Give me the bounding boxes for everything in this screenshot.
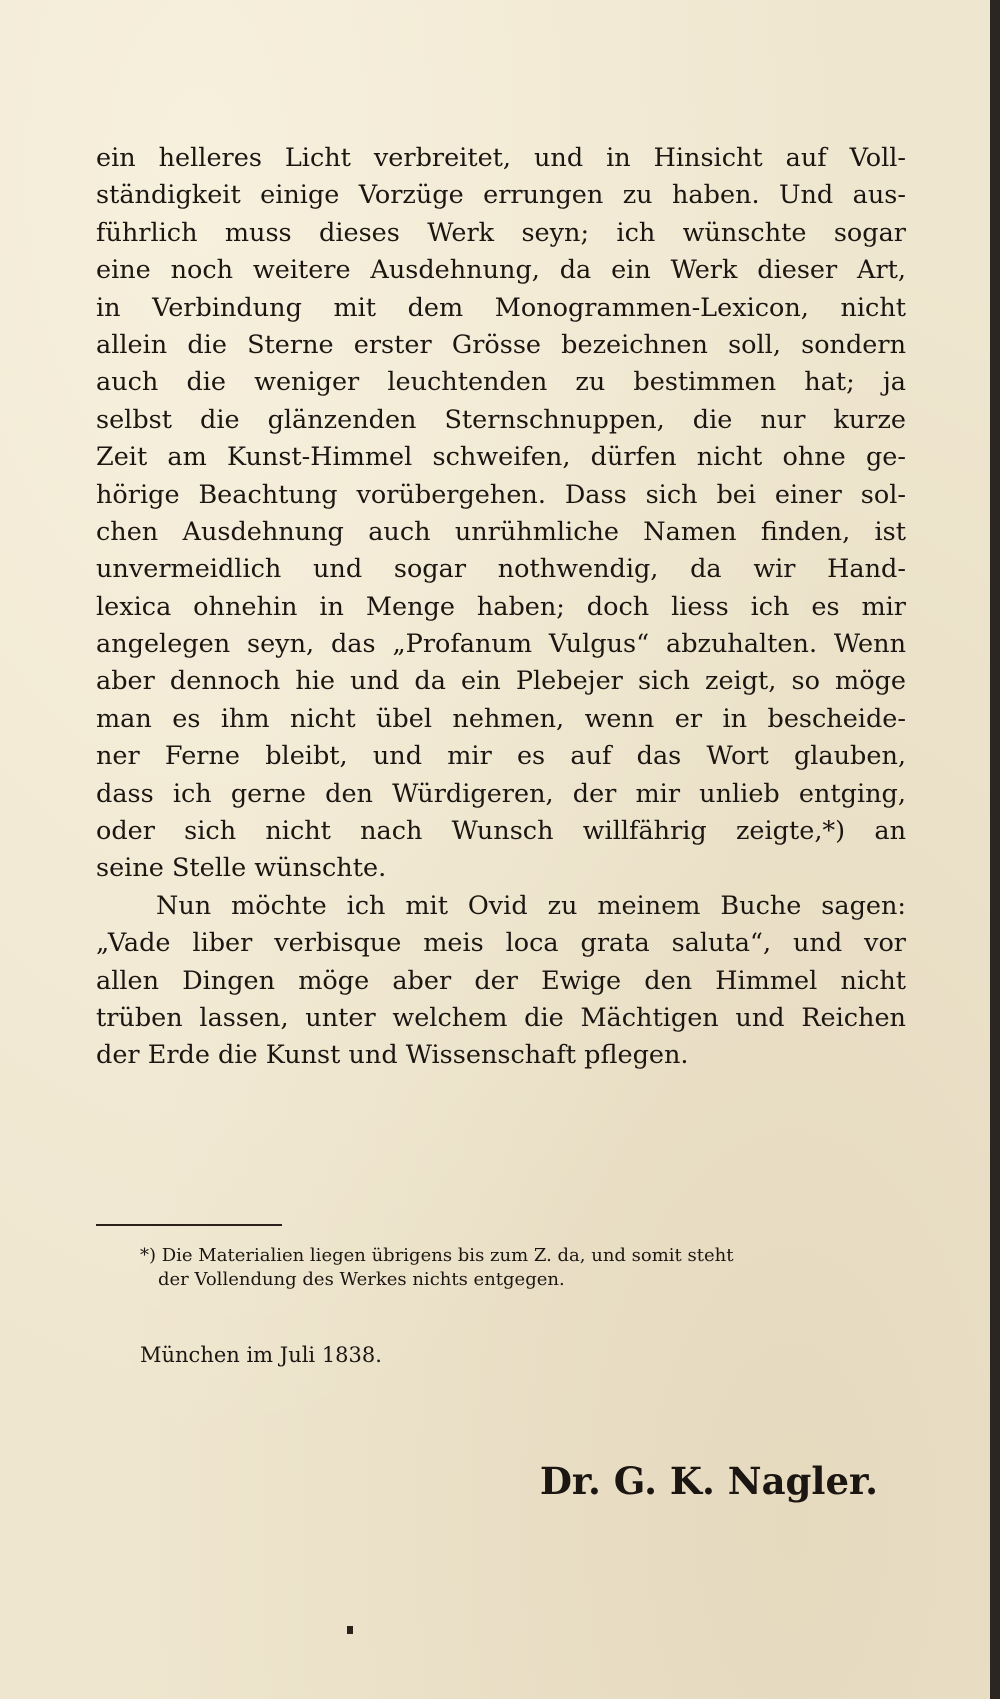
text-line: Nun möchte ich mit Ovid zu meinem Buche sagen: — [156, 890, 906, 921]
text-line: man es ihm nicht übel nehmen, wenn er in bescheide- — [96, 703, 906, 734]
text-line: oder sich nicht nach Wunsch willfährig zeigte,*) an — [96, 816, 906, 847]
text-line: lexica ohnehin in Menge haben; doch liess ich es mir — [96, 591, 906, 622]
text-line: angelegen seyn, das „Profanum Vulgus“ abzuhalten. Wenn — [96, 629, 906, 660]
text-line: allen Dingen möge aber der Ewige den Himmel nicht — [96, 965, 906, 996]
text-line: in Verbindung mit dem Monogrammen-Lexicon, nicht — [96, 292, 906, 323]
footnote-line: *) Die Materialien liegen übrigens bis zum Z. da, und somit steht — [140, 1245, 734, 1266]
text-line: ner Ferne bleibt, und mir es auf das Wort glauben, — [96, 741, 906, 772]
author-signature: Dr. G. K. Nagler. — [539, 1459, 878, 1503]
footnote-line: der Vollendung des Werkes nichts entgegen. — [158, 1269, 565, 1290]
text-line: ständigkeit einige Vorzüge errungen zu haben. Und aus- — [96, 180, 906, 211]
text-line: allein die Sterne erster Grösse bezeichnen soll, sondern — [96, 329, 906, 360]
text-line: chen Ausdehnung auch unrühmliche Namen finden, ist — [96, 516, 906, 547]
footnote — [140, 1244, 900, 1292]
body-text — [96, 140, 906, 1075]
text-line: „Vade liber verbisque meis loca grata saluta“, und vor — [96, 928, 906, 959]
text-line: auch die weniger leuchtenden zu bestimmen hat; ja — [96, 367, 906, 398]
text-line: aber dennoch hie und da ein Plebejer sich zeigt, so möge — [96, 666, 906, 697]
text-line: führlich muss dieses Werk seyn; ich wünschte sogar — [96, 217, 906, 248]
text-line: trüben lassen, unter welchem die Mächtigen und Reichen — [96, 1002, 906, 1033]
place-date: München im Juli 1838. — [140, 1343, 382, 1367]
footnote-divider — [96, 1224, 282, 1226]
printer-mark — [347, 1626, 353, 1634]
text-line: ein helleres Licht verbreitet, und in Hinsicht auf Voll- — [96, 143, 906, 173]
text-line: der Erde die Kunst und Wissenschaft pflegen. — [96, 1040, 689, 1071]
text-line: hörige Beachtung vorübergehen. Dass sich bei einer sol- — [96, 479, 906, 510]
text-line: seine Stelle wünschte. — [96, 853, 387, 884]
text-line: Zeit am Kunst-Himmel schweifen, dürfen nicht ohne ge- — [96, 442, 906, 473]
text-line: dass ich gerne den Würdigeren, der mir unlieb entging, — [96, 778, 906, 809]
text-line: eine noch weitere Ausdehnung, da ein Werk dieser Art, — [96, 255, 906, 286]
page-edge — [990, 0, 1000, 1699]
text-line: unvermeidlich und sogar nothwendig, da wir Hand- — [96, 554, 906, 585]
text-line: selbst die glänzenden Sternschnuppen, die nur kurze — [96, 404, 906, 435]
